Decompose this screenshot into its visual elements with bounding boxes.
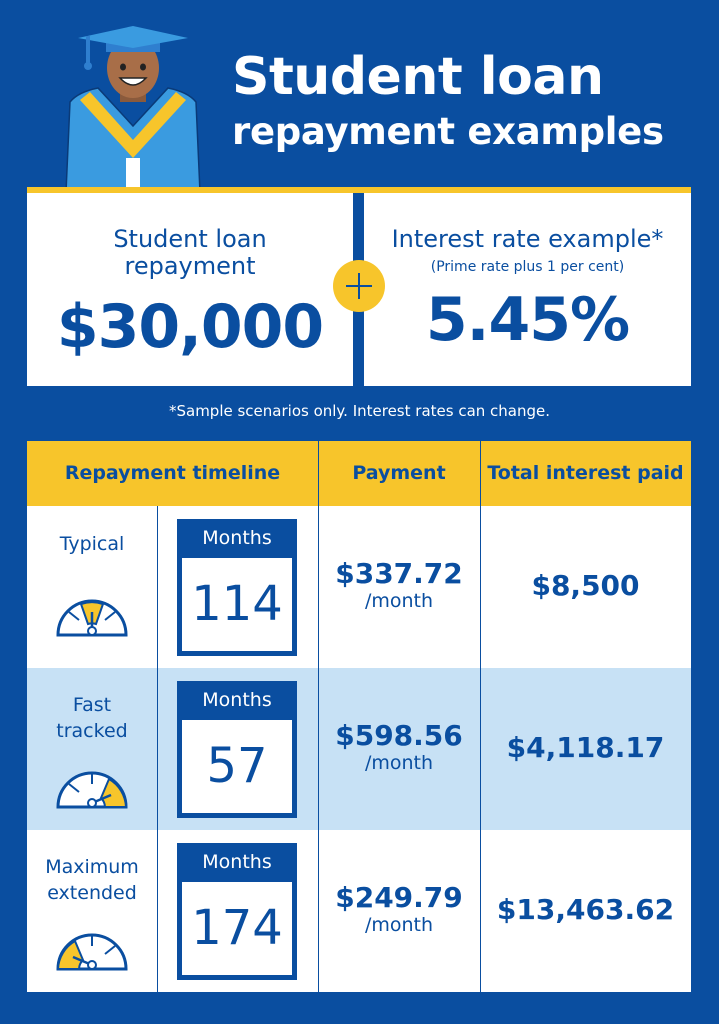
interest-rate-label: Interest rate example* bbox=[391, 225, 664, 253]
loan-amount-value: $30,000 bbox=[56, 292, 324, 362]
row-label bbox=[27, 692, 157, 744]
payment-unit: /month bbox=[364, 914, 434, 936]
payment-amount: $598.56 bbox=[335, 719, 463, 752]
months-value: 174 bbox=[182, 882, 292, 975]
header-repayment-timeline: Repayment timeline bbox=[64, 462, 281, 484]
payment-unit: /month bbox=[364, 590, 434, 612]
months-label: Months bbox=[202, 527, 272, 549]
row-label-line-2: extended bbox=[47, 882, 137, 904]
plus-icon bbox=[333, 260, 385, 312]
loan-label-line-1: Student loan bbox=[113, 225, 267, 253]
column-divider bbox=[480, 441, 481, 992]
payment-cell bbox=[318, 721, 480, 775]
column-divider bbox=[157, 506, 158, 992]
months-value: 114 bbox=[182, 558, 292, 651]
graduate-illustration bbox=[48, 22, 218, 192]
row-label bbox=[27, 531, 157, 557]
footnote: *Sample scenarios only. Interest rates can change. bbox=[168, 402, 551, 420]
row-label bbox=[27, 854, 157, 906]
loan-label-line-2: repayment bbox=[124, 252, 256, 280]
interest-rate-sublabel: (Prime rate plus 1 per cent) bbox=[430, 259, 625, 275]
months-box bbox=[177, 519, 297, 656]
table-row-maximum-extended bbox=[27, 830, 691, 992]
page-title bbox=[232, 46, 664, 156]
loan-amount-card bbox=[27, 193, 353, 386]
interest-rate-card bbox=[364, 193, 691, 386]
header-total-interest: Total interest paid bbox=[487, 462, 684, 484]
title-line-1: Student loan bbox=[232, 47, 604, 107]
payment-unit: /month bbox=[364, 752, 434, 774]
gauge-medium-icon bbox=[55, 598, 129, 638]
months-value: 57 bbox=[182, 720, 292, 813]
total-interest-cell: $8,500 bbox=[531, 569, 640, 602]
table-row-typical bbox=[27, 506, 691, 668]
table-header bbox=[27, 441, 691, 506]
payment-cell bbox=[318, 559, 480, 613]
months-label: Months bbox=[202, 689, 272, 711]
row-label-line-1: Maximum bbox=[45, 856, 139, 878]
months-box bbox=[177, 843, 297, 980]
row-label-line-1: Fast bbox=[72, 694, 112, 716]
row-label-line-1: Typical bbox=[59, 533, 125, 555]
table-row-fast-tracked bbox=[27, 668, 691, 830]
payment-amount: $337.72 bbox=[335, 557, 463, 590]
column-divider bbox=[318, 441, 319, 992]
interest-rate-value: 5.45% bbox=[425, 285, 630, 355]
gauge-low-icon bbox=[55, 932, 129, 972]
row-label-line-2: tracked bbox=[56, 720, 128, 742]
gauge-high-icon bbox=[55, 770, 129, 810]
header-payment: Payment bbox=[352, 462, 446, 484]
repayment-table bbox=[27, 441, 691, 992]
total-interest-cell: $13,463.62 bbox=[496, 893, 675, 926]
loan-amount-label bbox=[27, 226, 353, 280]
title-line-2: repayment examples bbox=[232, 110, 664, 153]
total-interest-cell: $4,118.17 bbox=[506, 731, 665, 764]
payment-cell bbox=[318, 883, 480, 937]
payment-amount: $249.79 bbox=[335, 881, 463, 914]
months-label: Months bbox=[202, 851, 272, 873]
months-box bbox=[177, 681, 297, 818]
